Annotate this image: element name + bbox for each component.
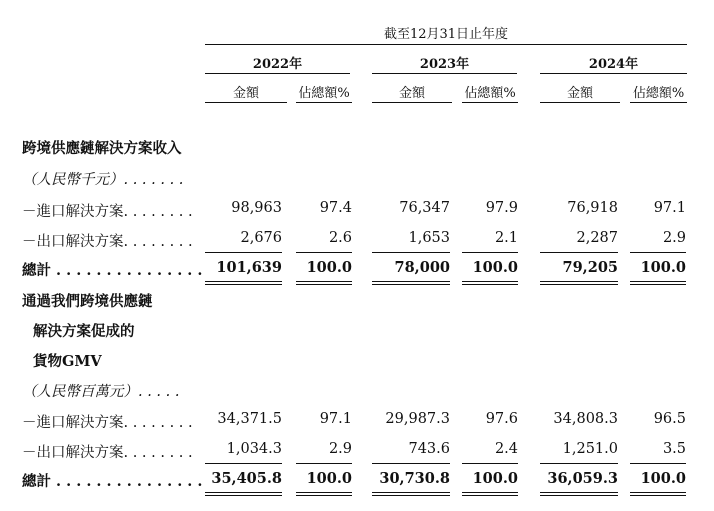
s1-import-label: －進口解決方案. . . . . . . . <box>22 204 193 220</box>
table-cell: 34,808.3 <box>553 411 618 427</box>
subtotal-rule <box>540 463 618 464</box>
section1-title: 跨境供應鏈解決方案收入 <box>22 140 182 157</box>
subtotal-rule <box>296 463 352 464</box>
table-cell: 100.0 <box>640 470 686 487</box>
total-double-rule <box>462 492 518 496</box>
year-2022-rule <box>205 73 350 74</box>
col-amount-2023: 金額 <box>398 86 425 101</box>
subheader-rule <box>630 102 687 103</box>
subtotal-rule <box>372 463 450 464</box>
table-cell: 29,987.3 <box>385 411 450 427</box>
table-cell: 76,347 <box>399 200 450 216</box>
table-cell: 34,371.5 <box>217 411 282 427</box>
s1-export-label: －出口解決方案. . . . . . . . <box>22 234 193 250</box>
period-header: 截至12月31日止年度 <box>383 27 509 42</box>
year-2024-header: 2024年 <box>588 57 639 72</box>
total-double-rule <box>372 281 450 285</box>
total-double-rule <box>372 492 450 496</box>
total-double-rule <box>296 281 352 285</box>
total-double-rule <box>540 281 618 285</box>
total-double-rule <box>630 281 686 285</box>
subheader-rule <box>540 102 620 103</box>
section2-title-line1: 通過我們跨境供應鏈 <box>22 293 153 310</box>
subtotal-rule <box>540 252 618 253</box>
table-cell: 1,653 <box>408 230 450 246</box>
s1-total-label: 總計 . . . . . . . . . . . . . . . <box>22 262 203 279</box>
table-cell: 79,205 <box>562 259 618 276</box>
table-cell: 76,918 <box>567 200 618 216</box>
table-cell: 97.4 <box>319 200 352 216</box>
table-cell: 100.0 <box>306 259 352 276</box>
col-amount-2024: 金額 <box>566 86 593 101</box>
table-cell: 36,059.3 <box>547 470 618 487</box>
table-cell: 2.1 <box>494 230 518 246</box>
total-double-rule <box>205 281 282 285</box>
table-cell: 101,639 <box>216 259 282 276</box>
table-cell: 1,034.3 <box>226 441 282 457</box>
table-cell: 98,963 <box>231 200 282 216</box>
subtotal-rule <box>462 463 518 464</box>
table-cell: 100.0 <box>306 470 352 487</box>
subheader-rule <box>296 102 352 103</box>
total-double-rule <box>630 492 686 496</box>
subheader-rule <box>205 102 287 103</box>
table-cell: 35,405.8 <box>211 470 282 487</box>
header-rule <box>205 44 687 45</box>
col-pct-2023: 佔總額% <box>464 86 516 101</box>
section2-unit: （人民幣百萬元）. . . . . <box>22 384 180 400</box>
subtotal-rule <box>296 252 352 253</box>
table-cell: 2.6 <box>328 230 352 246</box>
table-cell: 97.1 <box>319 411 352 427</box>
s2-import-label: －進口解決方案. . . . . . . . <box>22 415 193 431</box>
table-cell: 2.9 <box>662 230 686 246</box>
subtotal-rule <box>372 252 450 253</box>
section1-unit: （人民幣千元）. . . . . . . <box>22 172 184 188</box>
year-2024-rule <box>540 73 687 74</box>
table-cell: 2.4 <box>494 441 518 457</box>
col-pct-2022: 佔總額% <box>298 86 350 101</box>
total-double-rule <box>540 492 618 496</box>
table-cell: 2,287 <box>576 230 618 246</box>
subtotal-rule <box>630 463 686 464</box>
table-cell: 100.0 <box>472 259 518 276</box>
subtotal-rule <box>462 252 518 253</box>
table-cell: 1,251.0 <box>562 441 618 457</box>
total-double-rule <box>462 281 518 285</box>
subheader-rule <box>372 102 452 103</box>
s2-export-label: －出口解決方案. . . . . . . . <box>22 445 193 461</box>
subheader-rule <box>462 102 518 103</box>
col-pct-2024: 佔總額% <box>632 86 685 101</box>
subtotal-rule <box>630 252 686 253</box>
year-2022-header: 2022年 <box>252 57 303 72</box>
table-cell: 743.6 <box>408 441 450 457</box>
section2-title-line3: 貨物GMV <box>33 353 102 370</box>
table-cell: 100.0 <box>472 470 518 487</box>
section2-title-line2: 解決方案促成的 <box>33 323 135 340</box>
col-amount-2022: 金額 <box>232 86 259 101</box>
year-2023-rule <box>372 73 517 74</box>
table-cell: 97.6 <box>485 411 518 427</box>
total-double-rule <box>205 492 282 496</box>
table-cell: 30,730.8 <box>379 470 450 487</box>
year-2023-header: 2023年 <box>419 57 470 72</box>
subtotal-rule <box>205 463 282 464</box>
table-cell: 97.9 <box>485 200 518 216</box>
table-cell: 96.5 <box>653 411 686 427</box>
table-cell: 100.0 <box>640 259 686 276</box>
table-cell: 3.5 <box>662 441 686 457</box>
s2-total-label: 總計 . . . . . . . . . . . . . . . <box>22 473 203 490</box>
subtotal-rule <box>205 252 282 253</box>
table-cell: 97.1 <box>653 200 686 216</box>
table-cell: 2,676 <box>240 230 282 246</box>
table-cell: 78,000 <box>394 259 450 276</box>
total-double-rule <box>296 492 352 496</box>
table-cell: 2.9 <box>328 441 352 457</box>
